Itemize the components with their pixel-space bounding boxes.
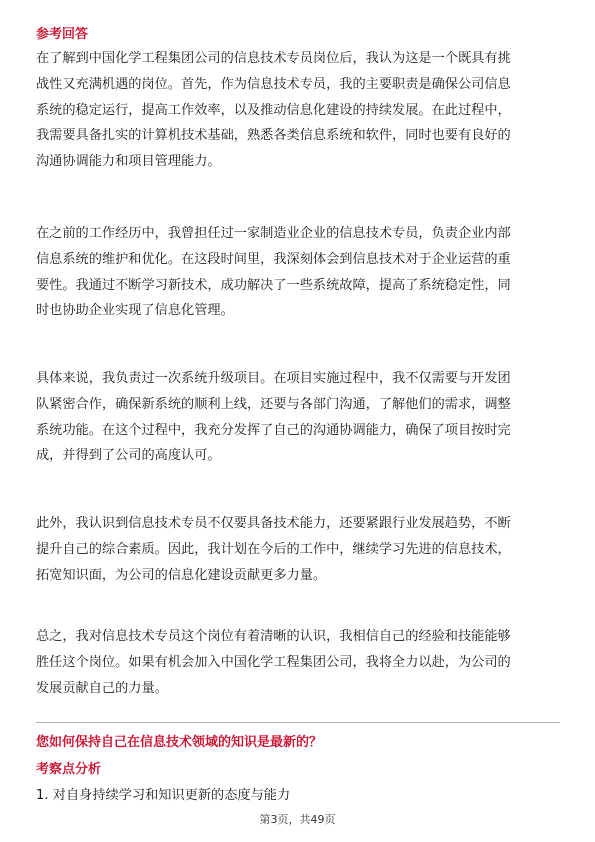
paragraph-line: 在之前的工作经历中，我曾担任过一家制造业企业的信息技术专员，负责企业内部 xyxy=(36,226,511,241)
paragraph-line: 拓宽知识面，为公司的信息化建设贡献更多力量。 xyxy=(36,567,327,583)
page-number-footer: 第3页，共49页 xyxy=(259,813,336,826)
section-divider xyxy=(36,722,560,723)
answer-paragraph-3 xyxy=(36,366,561,469)
paragraph-line: 成，并得到了公司的高度认可。 xyxy=(36,448,221,464)
paragraph-line: 沟通协调能力和项目管理能力。 xyxy=(36,154,221,170)
paragraph-line: 信息系统的维护和优化。在这段时间里，我深刻体会到信息技术对于企业运营的重 xyxy=(36,251,511,267)
paragraph-line: 在了解到中国化学工程集团公司的信息技术专员岗位后，我认为这是一个既具有挑 xyxy=(36,51,511,66)
paragraph-line: 此外，我认识到信息技术专员不仅要具备技术能力，还要紧跟行业发展趋势，不断 xyxy=(36,516,511,531)
analysis-point-1: 1. 对自身持续学习和知识更新的态度与能力 xyxy=(36,788,291,803)
paragraph-line: 系统的稳定运行，提高工作效率，以及推动信息化建设的持续发展。在此过程中， xyxy=(36,102,511,118)
paragraph-line: 总之，我对信息技术专员这个岗位有着清晰的认识，我相信自己的经验和技能能够 xyxy=(36,629,511,644)
answer-paragraph-5 xyxy=(36,624,561,701)
paragraph-line: 系统功能。在这个过程中，我充分发挥了自己的沟通协调能力，确保了项目按时完 xyxy=(36,422,511,438)
paragraph-line: 胜任这个岗位。如果有机会加入中国化学工程集团公司，我将全力以赴，为公司的 xyxy=(36,654,511,670)
answer-paragraph-1 xyxy=(36,46,561,175)
answer-paragraph-2 xyxy=(36,221,561,324)
question-title: 您如何保持自己在信息技术领域的知识是最新的？ xyxy=(36,735,323,750)
analysis-heading: 考察点分析 xyxy=(36,762,102,777)
paragraph-line: 战性又充满机遇的岗位。首先，作为信息技术专员，我的主要职责是确保公司信息 xyxy=(36,76,511,92)
answer-heading: 参考回答 xyxy=(36,27,89,42)
paragraph-line: 队紧密合作，确保新系统的顺利上线，还要与各部门沟通，了解他们的需求，调整 xyxy=(36,396,511,412)
paragraph-line: 提升自己的综合素质。因此，我计划在今后的工作中，继续学习先进的信息技术， xyxy=(36,541,511,557)
paragraph-line: 发展贡献自己的力量。 xyxy=(36,680,168,696)
answer-paragraph-4 xyxy=(36,511,561,588)
paragraph-line: 要性。我通过不断学习新技术，成功解决了一些系统故障，提高了系统稳定性，同 xyxy=(36,277,511,293)
paragraph-line: 我需要具备扎实的计算机技术基础，熟悉各类信息系统和软件，同时也要有良好的 xyxy=(36,128,511,144)
paragraph-line: 时也协助企业实现了信息化管理。 xyxy=(36,303,234,319)
paragraph-line: 具体来说，我负责过一次系统升级项目。在项目实施过程中，我不仅需要与开发团 xyxy=(36,371,511,386)
